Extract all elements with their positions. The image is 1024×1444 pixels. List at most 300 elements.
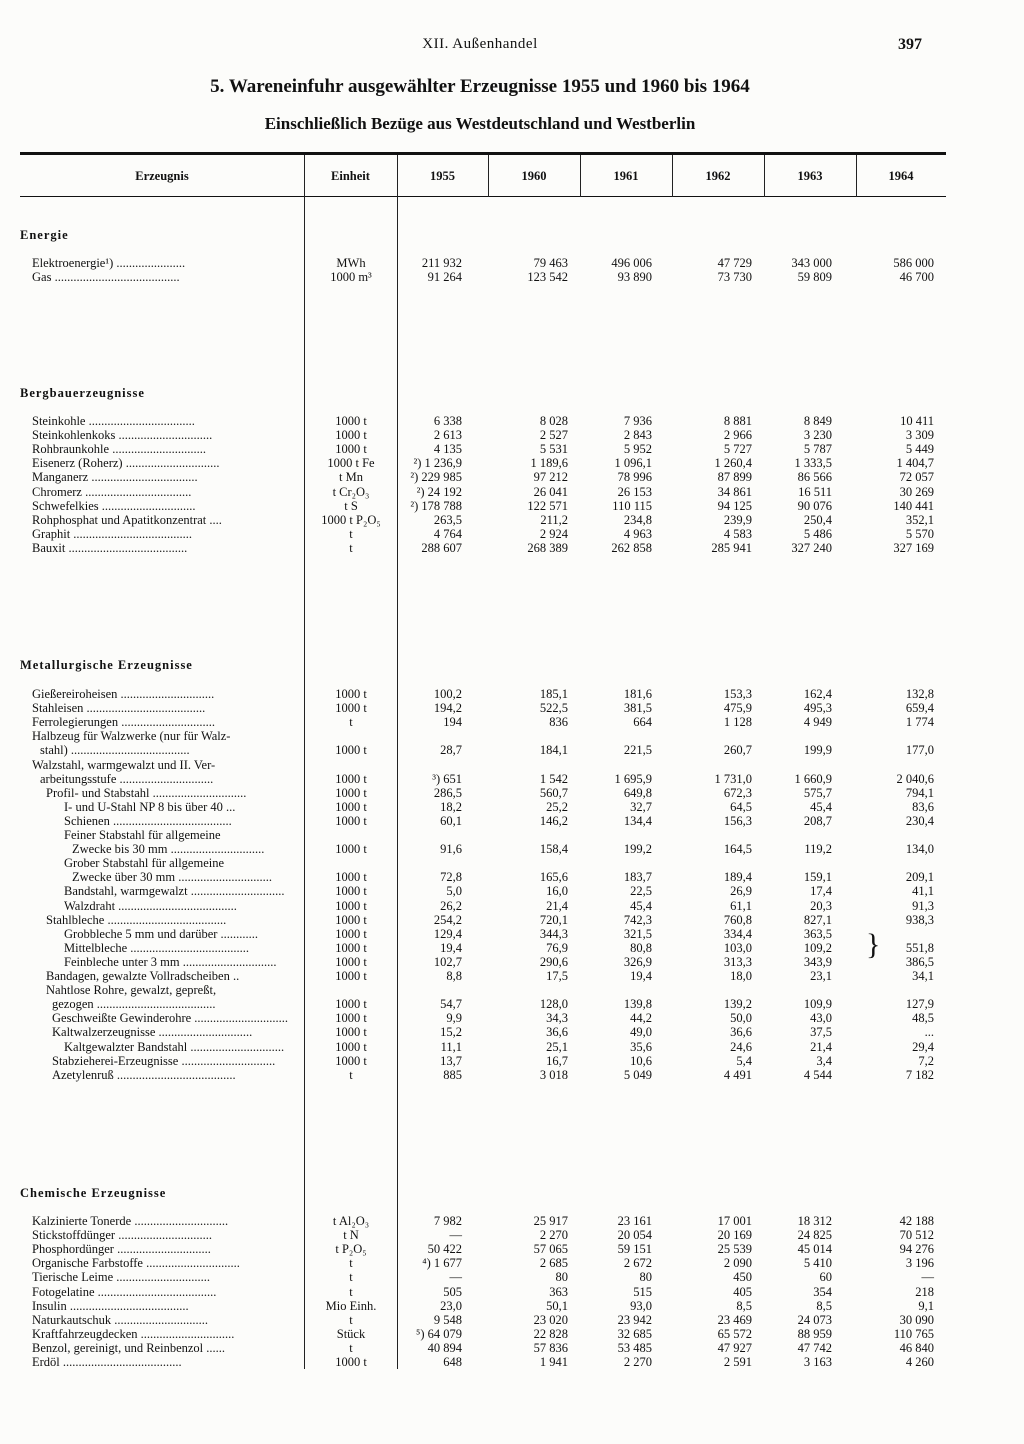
value-1961: 7 936 bbox=[623, 414, 652, 428]
value-1963: 5 410 bbox=[803, 1256, 832, 1271]
value-1962: 139,2 bbox=[723, 997, 752, 1012]
value-1961: 181,6 bbox=[623, 687, 652, 701]
value-1963: 827,1 bbox=[803, 912, 832, 927]
value-1955: 18,2 bbox=[440, 799, 462, 814]
value-1962: 18,0 bbox=[730, 969, 752, 983]
value-1962: 24,6 bbox=[730, 1039, 752, 1054]
value-1963: 199,9 bbox=[803, 743, 832, 758]
value-1961: 110 115 bbox=[612, 498, 652, 513]
table-subtitle: Einschließlich Bezüge aus Westdeutschland und Westberlin bbox=[264, 114, 696, 133]
section-title-energie: Energie bbox=[20, 228, 69, 242]
table-row bbox=[0, 1214, 946, 1228]
value-1961: 515 bbox=[633, 1284, 652, 1299]
value-1964: 140 441 bbox=[893, 498, 934, 513]
value-1960: 184,1 bbox=[539, 743, 568, 758]
row-unit: 1000 t bbox=[335, 428, 367, 443]
value-1955: — bbox=[449, 1270, 462, 1285]
table-row bbox=[0, 1228, 946, 1242]
value-1963: 88 959 bbox=[797, 1326, 832, 1341]
value-1960: 16,7 bbox=[546, 1053, 568, 1068]
value-1955: 11,1 bbox=[440, 1039, 462, 1054]
table-row bbox=[0, 969, 946, 983]
value-1962: 285 941 bbox=[711, 540, 752, 555]
row-unit: t Mn bbox=[339, 470, 363, 485]
value-1963: 119,2 bbox=[804, 842, 832, 857]
row-unit: 1000 t bbox=[335, 813, 367, 828]
value-1963: 5 787 bbox=[803, 442, 832, 457]
row-label: Rohbraunkohle .............................. bbox=[32, 442, 206, 457]
value-1960: 25 917 bbox=[533, 1214, 568, 1228]
value-1960: 79 463 bbox=[533, 256, 568, 270]
value-1963: 24 073 bbox=[797, 1312, 832, 1327]
value-1962: 239,9 bbox=[723, 512, 752, 527]
row-unit: 1000 t bbox=[335, 442, 367, 457]
table-row bbox=[0, 1355, 946, 1369]
value-1963: 162,4 bbox=[803, 687, 832, 701]
value-1955: 54,7 bbox=[440, 997, 462, 1012]
value-1962: 87 899 bbox=[717, 470, 752, 485]
value-1963: 4 544 bbox=[803, 1067, 832, 1082]
value-1963: 109,9 bbox=[803, 997, 832, 1012]
table-row bbox=[0, 1327, 946, 1341]
value-1955: 263,5 bbox=[433, 512, 462, 527]
table-row bbox=[0, 715, 946, 729]
top-rule bbox=[20, 152, 946, 155]
value-1962: 1 260,4 bbox=[714, 456, 752, 471]
value-1960: 836 bbox=[549, 715, 568, 730]
row-unit: 1000 t bbox=[335, 1053, 367, 1068]
table-row bbox=[0, 527, 946, 541]
value-1962: 26,9 bbox=[730, 884, 752, 899]
value-1964: 177,0 bbox=[905, 743, 934, 758]
value-1964: — bbox=[921, 1270, 934, 1285]
table-row bbox=[0, 1068, 946, 1082]
table-row bbox=[0, 758, 946, 772]
value-1960: 23 020 bbox=[533, 1312, 568, 1327]
row-label: Schienen ...................................... bbox=[64, 813, 232, 828]
value-1955: 72,8 bbox=[440, 870, 462, 885]
value-1962: 47 729 bbox=[717, 256, 752, 270]
value-1961: 2 270 bbox=[623, 1355, 652, 1369]
value-1964: 94 276 bbox=[899, 1242, 934, 1257]
table-row bbox=[0, 270, 946, 284]
value-1963: 327 240 bbox=[791, 540, 832, 555]
row-unit: t P₂O₅ bbox=[335, 1242, 367, 1257]
value-1960: 1 189,6 bbox=[530, 456, 568, 471]
column-header-1964: 1964 bbox=[888, 169, 914, 183]
value-1960: 25,2 bbox=[546, 799, 568, 814]
row-unit: 1000 t bbox=[335, 997, 367, 1012]
value-1964: 72 057 bbox=[899, 470, 934, 485]
value-1961: 78 996 bbox=[617, 470, 652, 485]
value-1955: 102,7 bbox=[433, 954, 462, 969]
value-1960: 16,0 bbox=[546, 884, 568, 899]
value-1961: 59 151 bbox=[617, 1242, 652, 1257]
value-1963: 47 742 bbox=[797, 1340, 832, 1355]
table-row bbox=[0, 1341, 946, 1355]
column-header-1961: 1961 bbox=[613, 169, 639, 183]
value-1960: 57 836 bbox=[533, 1340, 568, 1355]
table-row bbox=[0, 701, 946, 715]
table-row bbox=[0, 456, 946, 470]
row-label: Eisenerz (Roherz) .............................. bbox=[32, 456, 220, 471]
chapter-heading: XII. Außenhandel bbox=[422, 36, 538, 52]
row-label: Feinbleche unter 3 mm .............................. bbox=[64, 954, 277, 969]
value-1961: 496 006 bbox=[611, 256, 652, 270]
table-row bbox=[0, 428, 946, 442]
row-label: stahl) ...................................... bbox=[40, 743, 190, 758]
value-1962: 50,0 bbox=[730, 1011, 752, 1026]
row-label: Organische Farbstoffe .............................. bbox=[32, 1256, 240, 1271]
value-1955: 8,8 bbox=[446, 969, 462, 983]
value-1961: 32,7 bbox=[630, 799, 652, 814]
column-header-1955: 1955 bbox=[430, 169, 455, 183]
value-1960: 22 828 bbox=[533, 1326, 568, 1341]
row-unit: 1000 t bbox=[335, 870, 367, 885]
value-1962: 94 125 bbox=[717, 498, 752, 513]
value-1955: 254,2 bbox=[433, 912, 462, 927]
value-1961: 183,7 bbox=[623, 870, 652, 885]
value-1961: 22,5 bbox=[630, 884, 652, 899]
row-label: Stickstoffdünger .............................. bbox=[32, 1228, 212, 1243]
value-1962: 1 731,0 bbox=[714, 771, 752, 786]
value-1960: 2 270 bbox=[539, 1228, 568, 1243]
row-unit: t N bbox=[343, 1228, 359, 1243]
value-1962: 1 128 bbox=[723, 715, 752, 730]
value-1960: 2 924 bbox=[539, 526, 568, 541]
row-label: Benzol, gereinigt, und Reinbenzol ...... bbox=[32, 1340, 226, 1355]
table-row bbox=[0, 899, 946, 913]
value-1960: 21,4 bbox=[546, 898, 568, 913]
value-1961: 134,4 bbox=[623, 813, 652, 828]
value-1955: 15,2 bbox=[440, 1025, 462, 1040]
value-1962: 73 730 bbox=[717, 270, 752, 285]
value-1961: 35,6 bbox=[630, 1039, 652, 1054]
row-label: Fotogelatine ...................................... bbox=[32, 1284, 217, 1299]
row-unit: 1000 t bbox=[335, 940, 367, 955]
value-1955: 19,4 bbox=[440, 940, 462, 955]
value-1960: 34,3 bbox=[546, 1011, 568, 1026]
row-label: Manganerz .................................. bbox=[32, 470, 198, 485]
value-1961: 5 049 bbox=[623, 1067, 652, 1082]
table-row bbox=[0, 1299, 946, 1313]
value-1955: ²) 1 236,9 bbox=[413, 456, 462, 471]
value-1964: 9,1 bbox=[918, 1298, 934, 1313]
value-1961: 1 096,1 bbox=[614, 456, 652, 471]
value-1955: 91,6 bbox=[440, 842, 462, 857]
value-1962: 17 001 bbox=[717, 1214, 752, 1228]
row-label: Bauxit ...................................... bbox=[32, 540, 188, 555]
value-1962: 450 bbox=[733, 1270, 752, 1285]
table-row bbox=[0, 828, 946, 842]
table-row bbox=[0, 414, 946, 428]
header-rule bbox=[20, 196, 946, 197]
value-1963: 5 486 bbox=[803, 526, 832, 541]
value-1962: 760,8 bbox=[723, 912, 752, 927]
table-row bbox=[0, 499, 946, 513]
value-1963: 1 660,9 bbox=[794, 771, 832, 786]
value-1955: 4 764 bbox=[433, 526, 462, 541]
value-1964: 327 169 bbox=[893, 540, 934, 555]
value-1964: 551,8 bbox=[905, 940, 934, 955]
table-row bbox=[0, 513, 946, 527]
table-row bbox=[0, 856, 946, 870]
value-1964: 30 090 bbox=[899, 1312, 934, 1327]
value-1960: 50,1 bbox=[546, 1298, 568, 1313]
row-label: Walzstahl, warmgewalzt und II. Ver- bbox=[32, 757, 216, 772]
row-unit: 1000 t bbox=[335, 1039, 367, 1054]
row-label: arbeitungsstufe .............................. bbox=[40, 771, 214, 786]
value-1960: 122 571 bbox=[527, 498, 568, 513]
value-1961: 742,3 bbox=[623, 912, 652, 927]
value-1955: 129,4 bbox=[433, 926, 462, 941]
value-1960: 26 041 bbox=[533, 484, 568, 499]
row-unit: t bbox=[349, 1256, 353, 1271]
row-label: gezogen ...................................... bbox=[52, 997, 216, 1012]
row-label: Bandagen, gewalzte Vollradscheiben .. bbox=[46, 969, 240, 983]
row-unit: 1000 t bbox=[335, 414, 367, 428]
row-unit: t bbox=[349, 1270, 353, 1285]
row-label: Stabzieherei-Erzeugnisse .............................. bbox=[52, 1053, 276, 1068]
value-1955: 6 338 bbox=[433, 414, 462, 428]
value-1955: 13,7 bbox=[440, 1053, 462, 1068]
table-row bbox=[0, 1054, 946, 1068]
value-1955: ²) 24 192 bbox=[416, 484, 462, 499]
table-row bbox=[0, 842, 946, 856]
value-1962: 23 469 bbox=[717, 1312, 752, 1327]
value-1964: 42 188 bbox=[899, 1214, 934, 1228]
value-1960: 1 542 bbox=[539, 771, 568, 786]
value-1963: 21,4 bbox=[810, 1039, 832, 1054]
value-1962: 313,3 bbox=[723, 954, 752, 969]
value-1962: 334,4 bbox=[723, 926, 752, 941]
table-row bbox=[0, 955, 946, 969]
table-row bbox=[0, 772, 946, 786]
value-1964: ... bbox=[924, 1025, 934, 1040]
table-row bbox=[0, 485, 946, 499]
value-1962: 672,3 bbox=[723, 785, 752, 800]
value-1961: 221,5 bbox=[623, 743, 652, 758]
value-1963: 354 bbox=[813, 1284, 832, 1299]
row-unit: Mio Einh. bbox=[325, 1298, 377, 1313]
value-1964: 586 000 bbox=[893, 256, 934, 270]
value-1962: 2 966 bbox=[723, 428, 752, 443]
row-unit: 1000 t bbox=[335, 785, 367, 800]
row-unit: 1000 t bbox=[335, 1011, 367, 1026]
value-1964: 5 570 bbox=[905, 526, 934, 541]
value-1961: 20 054 bbox=[617, 1228, 652, 1243]
value-1960: 123 542 bbox=[527, 270, 568, 285]
value-1961: 80 bbox=[639, 1270, 652, 1285]
value-1960: 211,2 bbox=[540, 512, 568, 527]
value-1963: 23,1 bbox=[810, 969, 832, 983]
row-label: Mittelbleche ...................................... bbox=[64, 940, 250, 955]
value-1955: 26,2 bbox=[440, 898, 462, 913]
value-1964: 46 700 bbox=[899, 270, 934, 285]
value-1963: 86 566 bbox=[797, 470, 832, 485]
value-1963: 8 849 bbox=[803, 414, 832, 428]
value-1960: 185,1 bbox=[539, 687, 568, 701]
value-1960: 25,1 bbox=[546, 1039, 568, 1054]
value-1962: 8 881 bbox=[723, 414, 752, 428]
row-label: Bandstahl, warmgewalzt .............................. bbox=[64, 884, 285, 899]
row-unit: 1000 t bbox=[335, 842, 367, 857]
column-header-erzeugnis: Erzeugnis bbox=[135, 169, 189, 183]
row-label: Halbzeug für Walzwerke (nur für Walz- bbox=[32, 729, 231, 744]
value-1964: 218 bbox=[915, 1284, 934, 1299]
table-row bbox=[0, 442, 946, 456]
value-1964: 48,5 bbox=[912, 1011, 934, 1026]
table-row bbox=[0, 983, 946, 997]
row-unit: t bbox=[349, 540, 353, 555]
value-1963: 45,4 bbox=[810, 799, 832, 814]
value-1964: 794,1 bbox=[905, 785, 934, 800]
value-1963: 343,9 bbox=[803, 954, 832, 969]
value-1955: 194,2 bbox=[433, 701, 462, 716]
row-label: Kaltwalzerzeugnisse .............................. bbox=[52, 1025, 253, 1040]
row-unit: Stück bbox=[336, 1326, 366, 1341]
table-row bbox=[0, 1270, 946, 1284]
row-unit: 1000 t bbox=[335, 701, 367, 716]
value-1960: 363 bbox=[549, 1284, 568, 1299]
table-row bbox=[0, 786, 946, 800]
row-unit: 1000 t bbox=[335, 1025, 367, 1040]
row-label: Naturkautschuk .............................. bbox=[32, 1312, 209, 1327]
value-1961: 49,0 bbox=[630, 1025, 652, 1040]
value-1961: 262 858 bbox=[611, 540, 652, 555]
row-unit: t bbox=[349, 1340, 353, 1355]
value-1955: 7 982 bbox=[433, 1214, 462, 1228]
value-1962: 260,7 bbox=[723, 743, 752, 758]
table-row bbox=[0, 941, 946, 955]
value-1962: 475,9 bbox=[723, 701, 752, 716]
value-1955: 2 613 bbox=[433, 428, 462, 443]
row-unit: t bbox=[349, 715, 353, 730]
row-unit: 1000 t P₂O₅ bbox=[321, 512, 381, 527]
value-1964: 46 840 bbox=[899, 1340, 934, 1355]
value-1955: 5,0 bbox=[446, 884, 462, 899]
value-1960: 80 bbox=[555, 1270, 568, 1285]
row-label: Kaltgewalzter Bandstahl .............................. bbox=[64, 1039, 285, 1054]
value-1955: 9,9 bbox=[446, 1011, 462, 1026]
table-row bbox=[0, 1040, 946, 1054]
value-1964: 10 411 bbox=[900, 414, 934, 428]
value-1962: 156,3 bbox=[723, 813, 752, 828]
value-1963: 20,3 bbox=[810, 898, 832, 913]
table-row bbox=[0, 814, 946, 828]
row-unit: 1000 t bbox=[335, 898, 367, 913]
value-1963: 109,2 bbox=[803, 940, 832, 955]
value-1960: 1 941 bbox=[539, 1355, 568, 1369]
table-row bbox=[0, 729, 946, 743]
value-1961: 23 942 bbox=[617, 1312, 652, 1327]
value-1964: 3 309 bbox=[905, 428, 934, 443]
row-label: Profil- und Stabstahl .............................. bbox=[46, 785, 247, 800]
value-1961: 5 952 bbox=[623, 442, 652, 457]
value-1961: 1 695,9 bbox=[614, 771, 652, 786]
row-unit: t bbox=[349, 1312, 353, 1327]
value-1962: 47 927 bbox=[717, 1340, 752, 1355]
value-1955: ²) 178 788 bbox=[410, 498, 462, 513]
row-unit: 1000 t bbox=[335, 969, 367, 983]
value-1964: 938,3 bbox=[905, 912, 934, 927]
row-label: Insulin ...................................... bbox=[32, 1298, 189, 1313]
row-unit: 1000 t bbox=[335, 687, 367, 701]
row-label: Feiner Stabstahl für allgemeine bbox=[64, 828, 221, 842]
value-1963: 1 333,5 bbox=[794, 456, 832, 471]
value-1960: 158,4 bbox=[539, 842, 568, 857]
value-1960: 146,2 bbox=[539, 813, 568, 828]
row-label: Erdöl ...................................... bbox=[32, 1355, 182, 1369]
value-1964: 7,2 bbox=[918, 1053, 934, 1068]
value-1963: 363,5 bbox=[803, 926, 832, 941]
value-1964: 7 182 bbox=[905, 1067, 934, 1082]
value-1961: 139,8 bbox=[623, 997, 652, 1012]
value-1962: 164,5 bbox=[723, 842, 752, 857]
row-unit: t bbox=[349, 1067, 353, 1082]
row-label: Elektroenergie¹) ...................... bbox=[32, 256, 186, 270]
row-unit: MWh bbox=[336, 256, 366, 270]
value-1962: 25 539 bbox=[717, 1242, 752, 1257]
value-1955: 23,0 bbox=[440, 1298, 462, 1313]
value-1962: 2 591 bbox=[723, 1355, 752, 1369]
value-1960: 128,0 bbox=[539, 997, 568, 1012]
value-1961: 381,5 bbox=[623, 701, 652, 716]
value-1960: 344,3 bbox=[539, 926, 568, 941]
value-1960: 560,7 bbox=[539, 785, 568, 800]
row-label: Stahlbleche ...................................... bbox=[46, 912, 227, 927]
value-1955: ⁴) 1 677 bbox=[422, 1256, 462, 1271]
value-1961: 93 890 bbox=[617, 270, 652, 285]
value-1955: 9 548 bbox=[433, 1312, 462, 1327]
value-1955: 885 bbox=[443, 1067, 462, 1082]
table-row bbox=[0, 1285, 946, 1299]
value-1962: 65 572 bbox=[717, 1326, 752, 1341]
value-1955: ⁵) 64 079 bbox=[415, 1326, 462, 1341]
value-1955: ²) 229 985 bbox=[410, 470, 462, 485]
row-unit: t bbox=[349, 526, 353, 541]
value-1962: 153,3 bbox=[723, 687, 752, 701]
value-1964: 209,1 bbox=[905, 870, 934, 885]
table-row bbox=[0, 1242, 946, 1256]
value-1964: 127,9 bbox=[905, 997, 934, 1012]
value-1955: 648 bbox=[443, 1355, 462, 1369]
row-label: Gas ........................................ bbox=[32, 270, 180, 285]
value-1960: 36,6 bbox=[546, 1025, 568, 1040]
value-1964: 352,1 bbox=[905, 512, 934, 527]
value-1960: 3 018 bbox=[539, 1067, 568, 1082]
row-unit: t bbox=[349, 1284, 353, 1299]
row-label: I- und U-Stahl NP 8 bis über 40 ... bbox=[64, 799, 236, 814]
value-1962: 64,5 bbox=[730, 799, 752, 814]
table-title: 5. Wareneinfuhr ausgewählter Erzeugnisse 1955 und 1960 bis 1964 bbox=[210, 76, 750, 97]
value-1963: 3 163 bbox=[803, 1355, 832, 1369]
row-label: Grober Stabstahl für allgemeine bbox=[64, 856, 225, 871]
value-1964: 29,4 bbox=[912, 1039, 934, 1054]
value-1962: 34 861 bbox=[717, 484, 752, 499]
row-unit: 1000 t bbox=[335, 771, 367, 786]
value-1964: 659,4 bbox=[905, 701, 934, 716]
value-1964: 3 196 bbox=[905, 1256, 934, 1271]
value-1962: 189,4 bbox=[723, 870, 752, 885]
table-row bbox=[0, 1256, 946, 1270]
value-1960: 720,1 bbox=[539, 912, 568, 927]
table-row bbox=[0, 256, 946, 270]
value-1962: 405 bbox=[733, 1284, 752, 1299]
value-1963: 18 312 bbox=[797, 1214, 832, 1228]
value-1961: 234,8 bbox=[623, 512, 652, 527]
row-unit: 1000 t bbox=[335, 743, 367, 758]
